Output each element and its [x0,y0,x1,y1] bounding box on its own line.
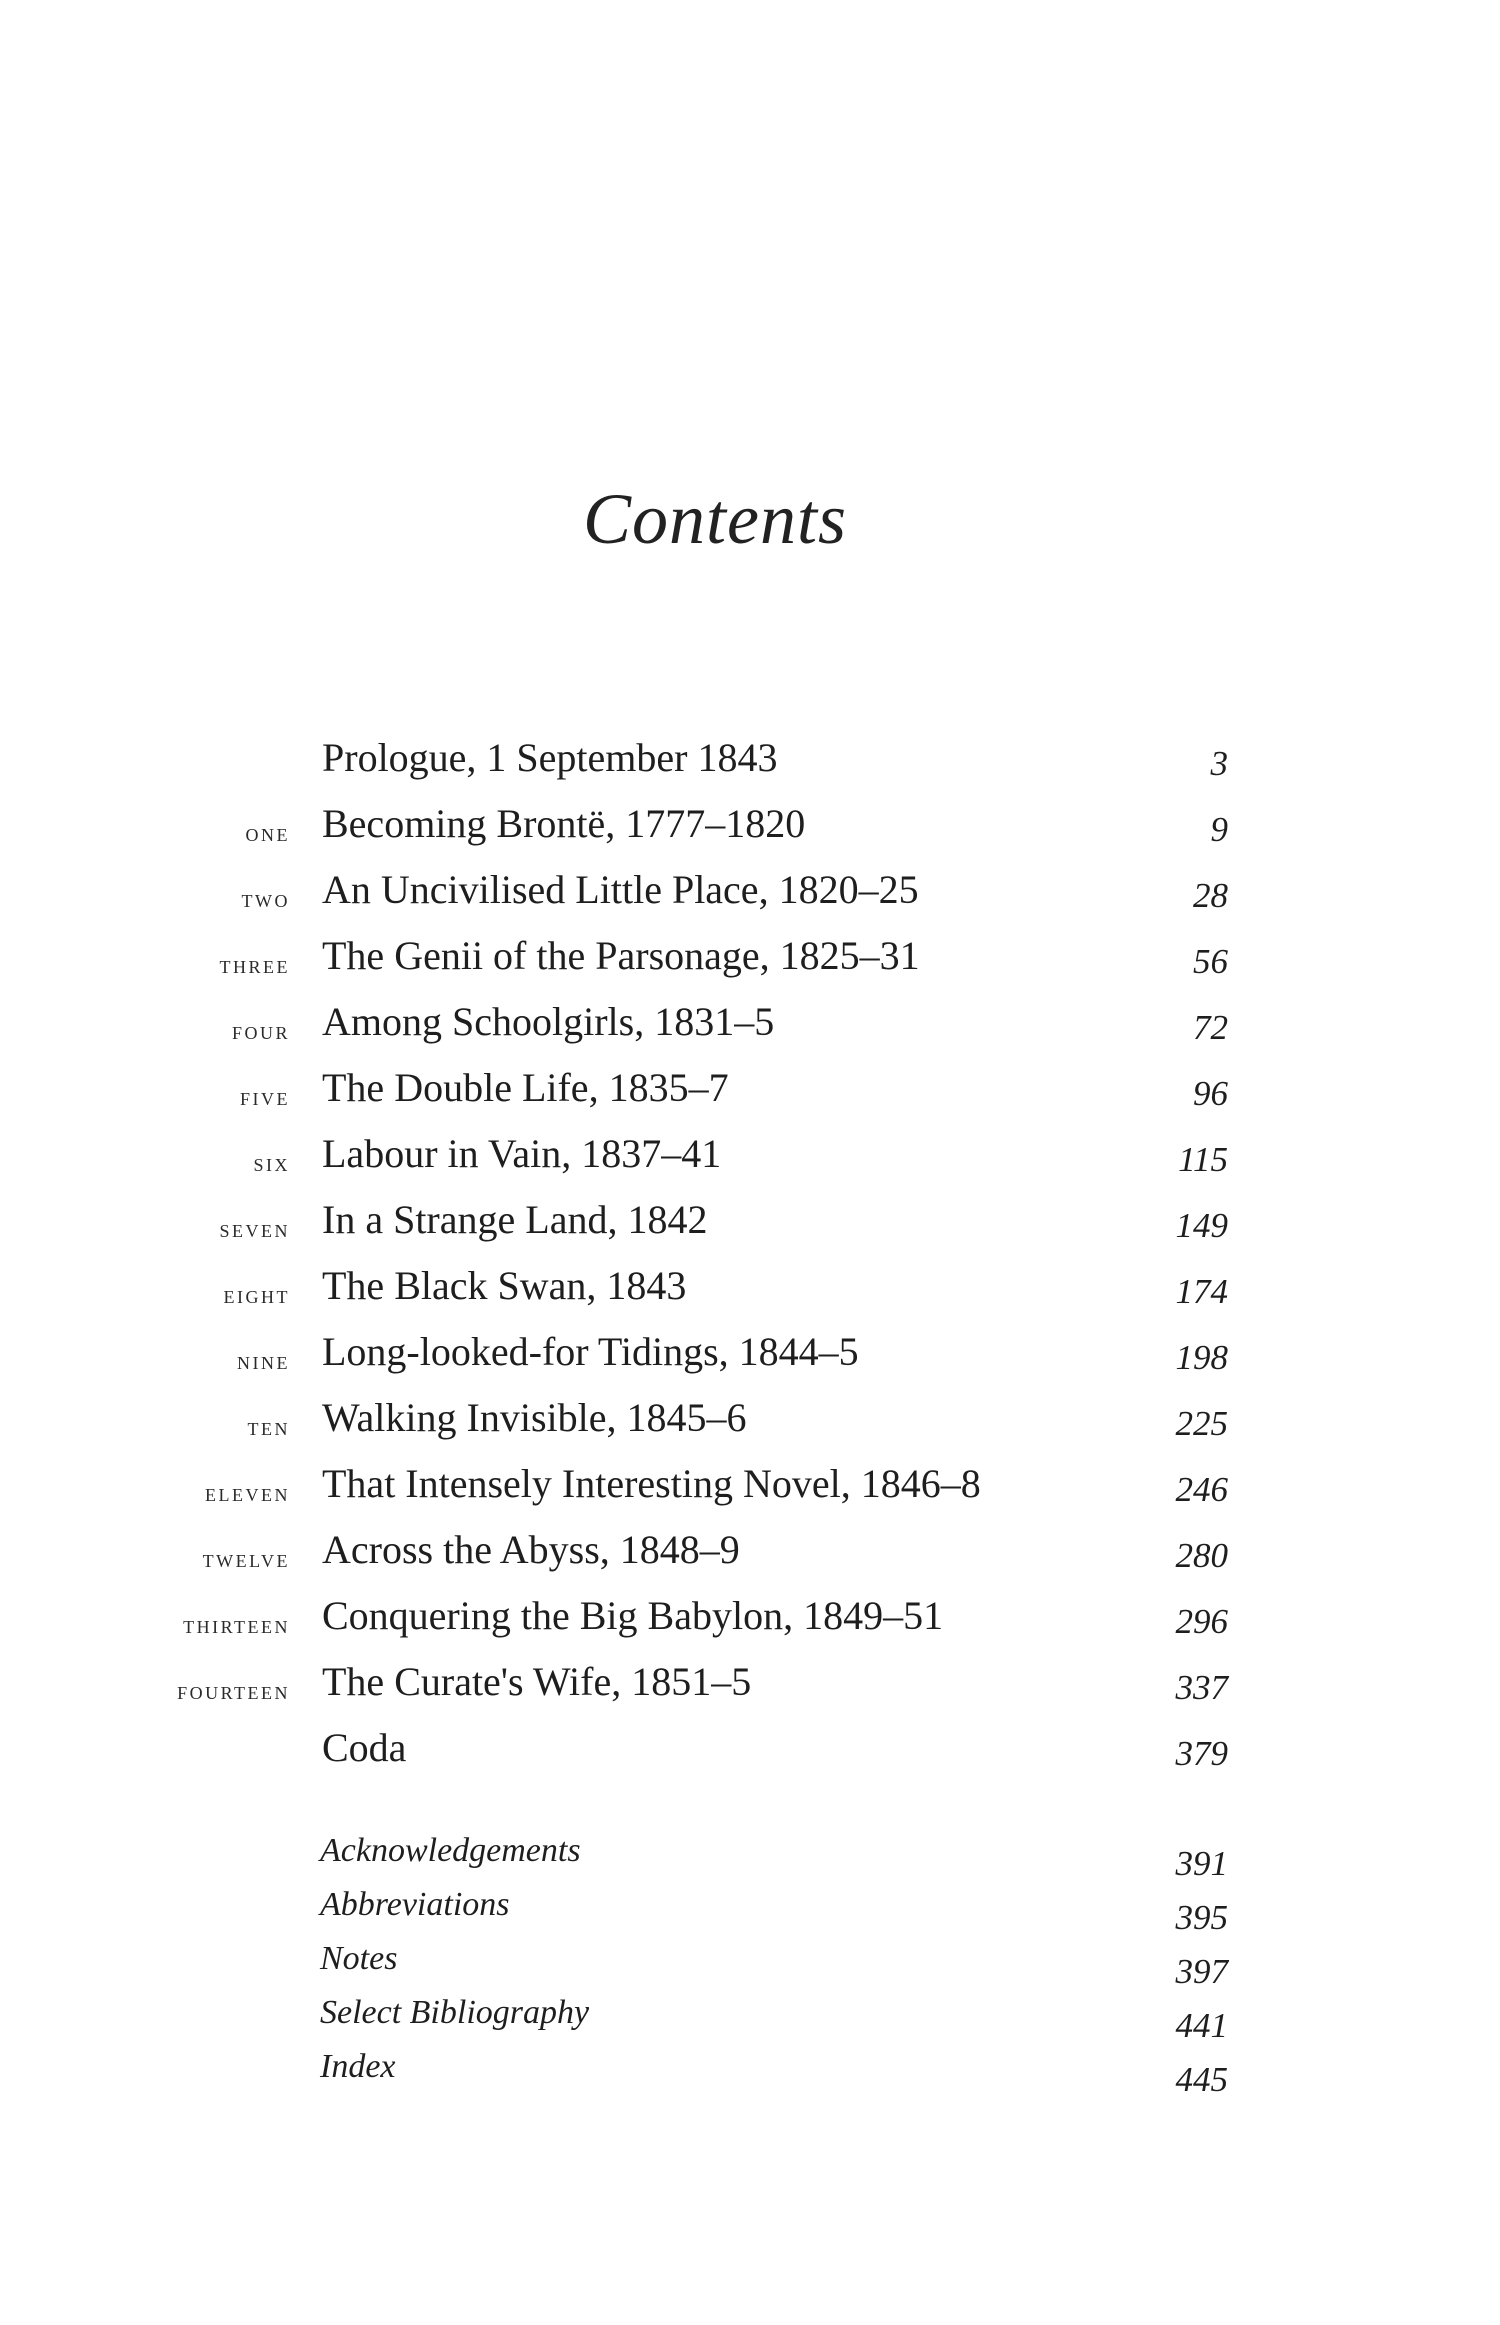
toc-row-six[interactable] [0,1126,1500,1192]
chapter-number: fourteen [177,1676,290,1705]
chapter-page: 149 [1175,1206,1228,1245]
toc-row-three[interactable] [0,928,1500,994]
back-matter-page: 441 [1175,2006,1228,2045]
chapter-title[interactable]: Long-looked-for Tidings, 1844–5 [322,1329,859,1374]
chapter-page: 72 [1193,1008,1228,1047]
chapter-page: 296 [1175,1602,1228,1641]
chapter-title[interactable]: The Black Swan, 1843 [322,1263,687,1308]
chapter-page: 96 [1193,1074,1228,1113]
toc-row-thirteen[interactable] [0,1588,1500,1654]
chapter-number: ten [247,1412,290,1441]
toc-row-fourteen[interactable] [0,1654,1500,1720]
toc-row-prologue[interactable] [0,730,1500,796]
chapter-number: eleven [205,1478,290,1507]
back-matter-title[interactable]: Abbreviations [320,1886,510,1923]
toc-row-ten[interactable] [0,1390,1500,1456]
toc-row-five[interactable] [0,1060,1500,1126]
chapter-number: nine [237,1346,290,1375]
chapter-number: six [253,1148,290,1177]
chapter-title[interactable]: That Intensely Interesting Novel, 1846–8 [322,1461,981,1506]
chapter-title[interactable]: The Curate's Wife, 1851–5 [322,1659,752,1704]
back-matter-row[interactable] [0,1994,1500,2048]
chapter-title[interactable]: In a Strange Land, 1842 [322,1197,708,1242]
chapter-title[interactable]: The Double Life, 1835–7 [322,1065,729,1110]
chapter-number: eight [223,1280,290,1309]
toc-row-coda[interactable] [0,1720,1500,1786]
chapter-number: two [241,884,290,913]
toc-row-nine[interactable] [0,1324,1500,1390]
chapter-number: one [245,818,290,847]
chapter-page: 246 [1175,1470,1228,1509]
chapter-page: 225 [1175,1404,1228,1443]
chapter-page: 174 [1175,1272,1228,1311]
chapter-page: 9 [1210,810,1228,849]
chapter-title[interactable]: Coda [322,1725,407,1770]
chapter-title[interactable]: Labour in Vain, 1837–41 [322,1131,722,1176]
chapter-page: 337 [1175,1668,1228,1707]
back-matter-title[interactable]: Notes [320,1940,398,1977]
toc-row-two[interactable] [0,862,1500,928]
back-matter-row[interactable] [0,1886,1500,1940]
toc-row-eight[interactable] [0,1258,1500,1324]
chapter-number: four [231,1016,290,1045]
chapter-number: twelve [202,1544,290,1573]
chapter-number: five [240,1082,290,1111]
chapter-page: 280 [1175,1536,1228,1575]
chapter-title[interactable]: An Uncivilised Little Place, 1820–25 [322,867,919,912]
chapter-title[interactable]: Conquering the Big Babylon, 1849–51 [322,1593,944,1638]
chapter-number: thirteen [183,1610,290,1639]
chapter-page: 3 [1210,744,1228,783]
chapter-page: 115 [1178,1140,1228,1179]
back-matter-title[interactable]: Acknowledgements [320,1832,581,1869]
toc-row-eleven[interactable] [0,1456,1500,1522]
toc-row-four[interactable] [0,994,1500,1060]
back-matter-page: 395 [1175,1898,1228,1937]
chapter-page: 56 [1193,942,1228,981]
chapter-title[interactable]: The Genii of the Parsonage, 1825–31 [322,933,920,978]
back-matter-row[interactable] [0,1832,1500,1886]
chapter-page: 198 [1175,1338,1228,1377]
chapter-title[interactable]: Becoming Brontë, 1777–1820 [322,801,806,846]
toc-row-one[interactable] [0,796,1500,862]
chapter-title[interactable]: Walking Invisible, 1845–6 [322,1395,747,1440]
chapter-page: 28 [1193,876,1228,915]
chapter-list [0,730,1500,1786]
chapter-title[interactable]: Across the Abyss, 1848–9 [322,1527,740,1572]
toc-row-seven[interactable] [0,1192,1500,1258]
chapter-title[interactable]: Among Schoolgirls, 1831–5 [322,999,775,1044]
chapter-number: three [219,950,290,979]
back-matter-list [0,1832,1500,2102]
chapter-title[interactable]: Prologue, 1 September 1843 [322,735,778,780]
back-matter-page: 391 [1175,1844,1228,1883]
back-matter-title[interactable]: Select Bibliography [320,1994,590,2031]
back-matter-row[interactable] [0,1940,1500,1994]
chapter-page: 379 [1175,1734,1228,1773]
back-matter-title[interactable]: Index [320,2048,396,2085]
back-matter-row[interactable] [0,2048,1500,2102]
back-matter-page: 397 [1175,1952,1228,1991]
chapter-number: seven [219,1214,290,1243]
page-title: Contents [582,479,847,559]
toc-row-twelve[interactable] [0,1522,1500,1588]
back-matter-page: 445 [1175,2060,1228,2099]
